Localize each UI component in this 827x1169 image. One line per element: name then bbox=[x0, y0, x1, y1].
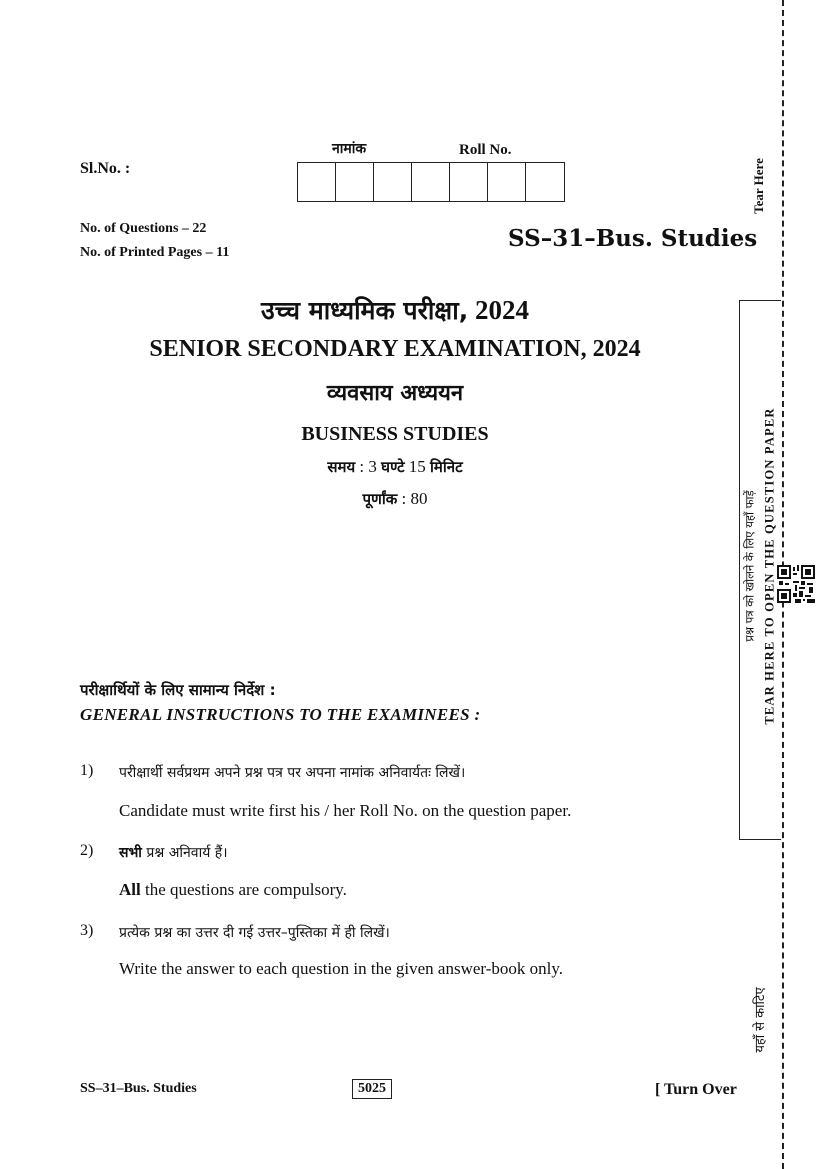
roll-digit-box[interactable] bbox=[412, 163, 450, 201]
subject-title-hi: व्यवसाय अध्ययन bbox=[326, 381, 464, 406]
footer-paper-code: SS–31–Bus. Studies bbox=[80, 1081, 197, 1096]
exam-title-hi: उच्च माध्यमिक परीक्षा, 2024 bbox=[261, 295, 529, 325]
tear-open-text-en: TEAR HERE TO OPEN THE QUESTION PAPER bbox=[762, 407, 777, 725]
qr-code-icon bbox=[777, 565, 815, 603]
instruction-text-hi: सभी प्रश्न अनिवार्य हैं। bbox=[119, 845, 228, 861]
instruction-text-en: Candidate must write first his / her Roll No. on the question paper. bbox=[119, 801, 572, 820]
instruction-text-en: All the questions are compulsory. bbox=[119, 880, 347, 899]
instruction-number: 1) bbox=[80, 762, 94, 779]
instructions-heading-hi: परीक्षार्थियों के लिए सामान्य निर्देश : bbox=[80, 681, 276, 699]
instruction-text-en: Write the answer to each question in the given answer-book only. bbox=[119, 959, 563, 978]
paper-code: SS–31–Bus. Studies bbox=[508, 225, 758, 252]
turn-over-label: [ Turn Over bbox=[655, 1081, 737, 1098]
roll-digit-box[interactable] bbox=[488, 163, 526, 201]
instruction-number: 3) bbox=[80, 922, 94, 939]
number-of-pages: No. of Printed Pages – 11 bbox=[80, 245, 230, 260]
tear-here-label: Tear Here bbox=[751, 158, 766, 214]
exam-title-en: SENIOR SECONDARY EXAMINATION, 2024 bbox=[149, 336, 641, 362]
roll-number-label-en: Roll No. bbox=[459, 142, 512, 158]
tear-open-text-hi: प्रश्न पत्र को खोलने के लिए यहाँ फाड़ें bbox=[742, 490, 757, 642]
instruction-number: 2) bbox=[80, 842, 94, 859]
max-marks: पूर्णांक : 80 bbox=[362, 489, 428, 508]
number-of-questions: No. of Questions – 22 bbox=[80, 221, 207, 236]
roll-digit-box[interactable] bbox=[298, 163, 336, 201]
roll-digit-box[interactable] bbox=[526, 163, 564, 201]
instructions-heading-en: GENERAL INSTRUCTIONS TO THE EXAMINEES : bbox=[80, 705, 481, 724]
roll-digit-box[interactable] bbox=[374, 163, 412, 201]
exam-duration: समय : 3 घण्टे 15 मिनिट bbox=[327, 457, 463, 476]
subject-title-en: BUSINESS STUDIES bbox=[301, 423, 489, 445]
roll-number-boxes[interactable] bbox=[297, 162, 565, 202]
instruction-text-hi: प्रत्येक प्रश्न का उत्तर दी गई उत्तर–पुस्तिका में ही लिखें। bbox=[119, 925, 390, 941]
serial-number-label: Sl.No. : bbox=[80, 160, 131, 177]
cut-here-label: यहाँ से काटिए bbox=[753, 987, 768, 1053]
roll-number-label-hi: नामांक bbox=[332, 141, 367, 157]
footer-code-number: 5025 bbox=[352, 1079, 392, 1099]
roll-digit-box[interactable] bbox=[336, 163, 374, 201]
instruction-text-hi: परीक्षार्थी सर्वप्रथम अपने प्रश्न पत्र पर अपना नामांक अनिवार्यतः लिखें। bbox=[119, 765, 466, 781]
roll-digit-box[interactable] bbox=[450, 163, 488, 201]
